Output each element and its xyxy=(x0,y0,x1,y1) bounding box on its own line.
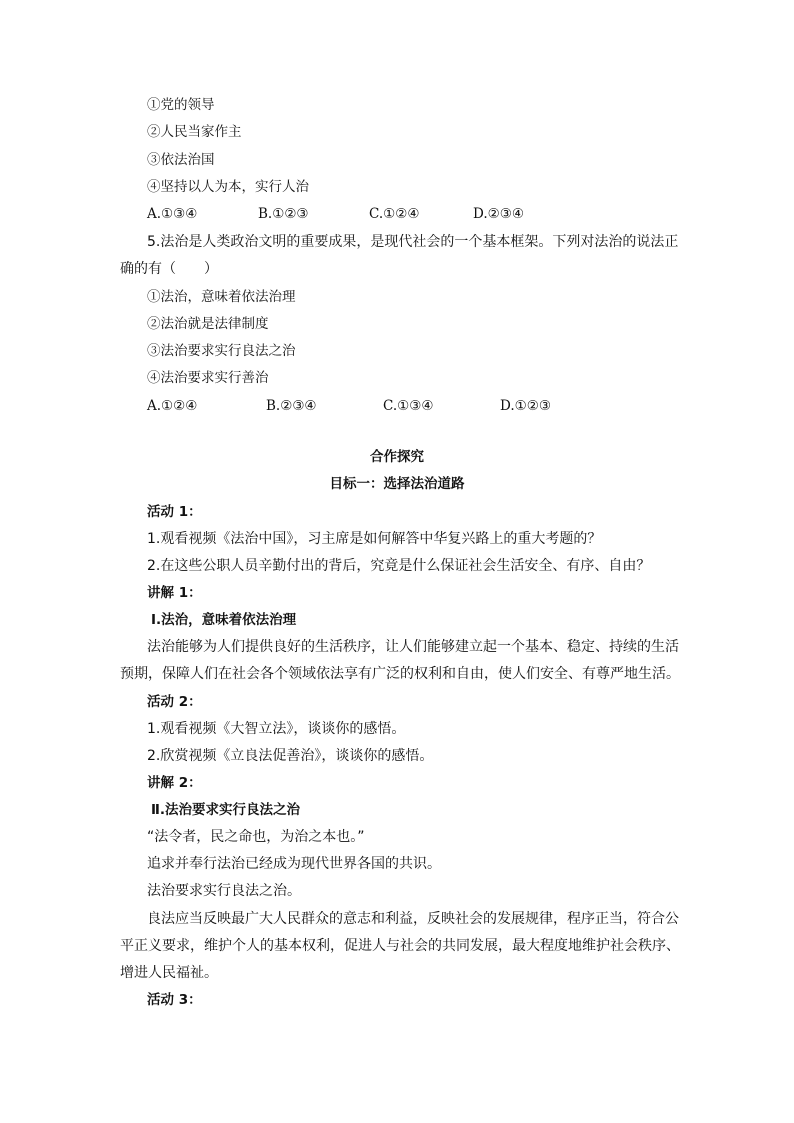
explain2-paragraph-line3: 增进人民福祉。 xyxy=(120,965,218,981)
explain2-paragraph-line2: 平正义要求，维护个人的基本权利，促进人与社会的共同发展，最大程度地维护社会秩序、 xyxy=(120,938,680,954)
explain2-line-b: 法治要求实行良法之治。 xyxy=(147,883,301,899)
q4-option-d: D.②③④ xyxy=(473,206,524,222)
q5-option-c: C.①③④ xyxy=(383,398,434,414)
activity1-line-1: 1.观看视频《法治中国》，习主席是如何解答中华复兴路上的重大考题的？ xyxy=(147,531,602,547)
explain2-quote: “法令者，民之命也，为治之本也。” xyxy=(147,829,365,845)
q5-option-d: D.①②③ xyxy=(500,398,551,414)
q4-option-c: C.①②④ xyxy=(369,206,420,222)
q4-item-3: ③依法治国 xyxy=(147,152,215,168)
activity2-line-1: 1.观看视频《大智立法》，谈谈你的感悟。 xyxy=(147,721,406,737)
activity3-heading: 活动 3： xyxy=(147,992,202,1008)
activity1-line-2: 2.在这些公职人员辛勤付出的背后，究竟是什么保证社会生活安全、有序、自由？ xyxy=(147,558,651,574)
explain2-paragraph-line1: 良法应当反映最广大人民群众的意志和利益，反映社会的发展规律，程序正当，符合公 xyxy=(147,911,679,927)
activity2-heading: 活动 2： xyxy=(147,694,202,710)
explain2-heading: 讲解 2： xyxy=(147,775,202,791)
explain1-paragraph-line1: 法治能够为人们提供良好的生活秩序，让人们能够建立起一个基本、稳定、持续的生活 xyxy=(147,639,679,655)
activity1-heading: 活动 1： xyxy=(147,504,202,520)
q5-item-2: ②法治就是法律制度 xyxy=(147,316,269,332)
q4-option-a: A.①③④ xyxy=(147,206,198,222)
explain1-paragraph-line2: 预期，保障人们在社会各个领域依法享有广泛的权利和自由，使人们安全、有尊严地生活。 xyxy=(120,666,680,682)
section-subtitle: 目标一：选择法治道路 xyxy=(329,476,465,492)
q5-stem-line1: 5.法治是人类政治文明的重要成果，是现代社会的一个基本框架。下列对法治的说法正 xyxy=(147,234,679,250)
q5-option-a: A.①②④ xyxy=(147,398,198,414)
explain1-heading: 讲解 1： xyxy=(147,585,202,601)
explain2-point: Ⅱ.法治要求实行良法之治 xyxy=(151,802,301,818)
activity2-line-2: 2.欣赏视频《立良法促善治》，谈谈你的感悟。 xyxy=(147,748,434,764)
q5-option-b: B.②③④ xyxy=(266,398,317,414)
q5-item-4: ④法治要求实行善治 xyxy=(147,370,269,386)
q5-stem-line2: 确的有（ ） xyxy=(120,261,218,277)
explain1-point: Ⅰ.法治，意味着依法治理 xyxy=(151,612,297,628)
q5-item-3: ③法治要求实行良法之治 xyxy=(147,343,296,359)
q5-item-1: ①法治，意味着依法治理 xyxy=(147,289,296,305)
q4-item-4: ④坚持以人为本，实行人治 xyxy=(147,179,309,195)
q4-item-2: ②人民当家作主 xyxy=(147,124,242,140)
section-title: 合作探究 xyxy=(370,449,424,465)
explain2-line-a: 追求并奉行法治已经成为现代世界各国的共识。 xyxy=(147,856,441,872)
q4-item-1: ①党的领导 xyxy=(147,97,215,113)
q4-option-b: B.①②③ xyxy=(258,206,309,222)
